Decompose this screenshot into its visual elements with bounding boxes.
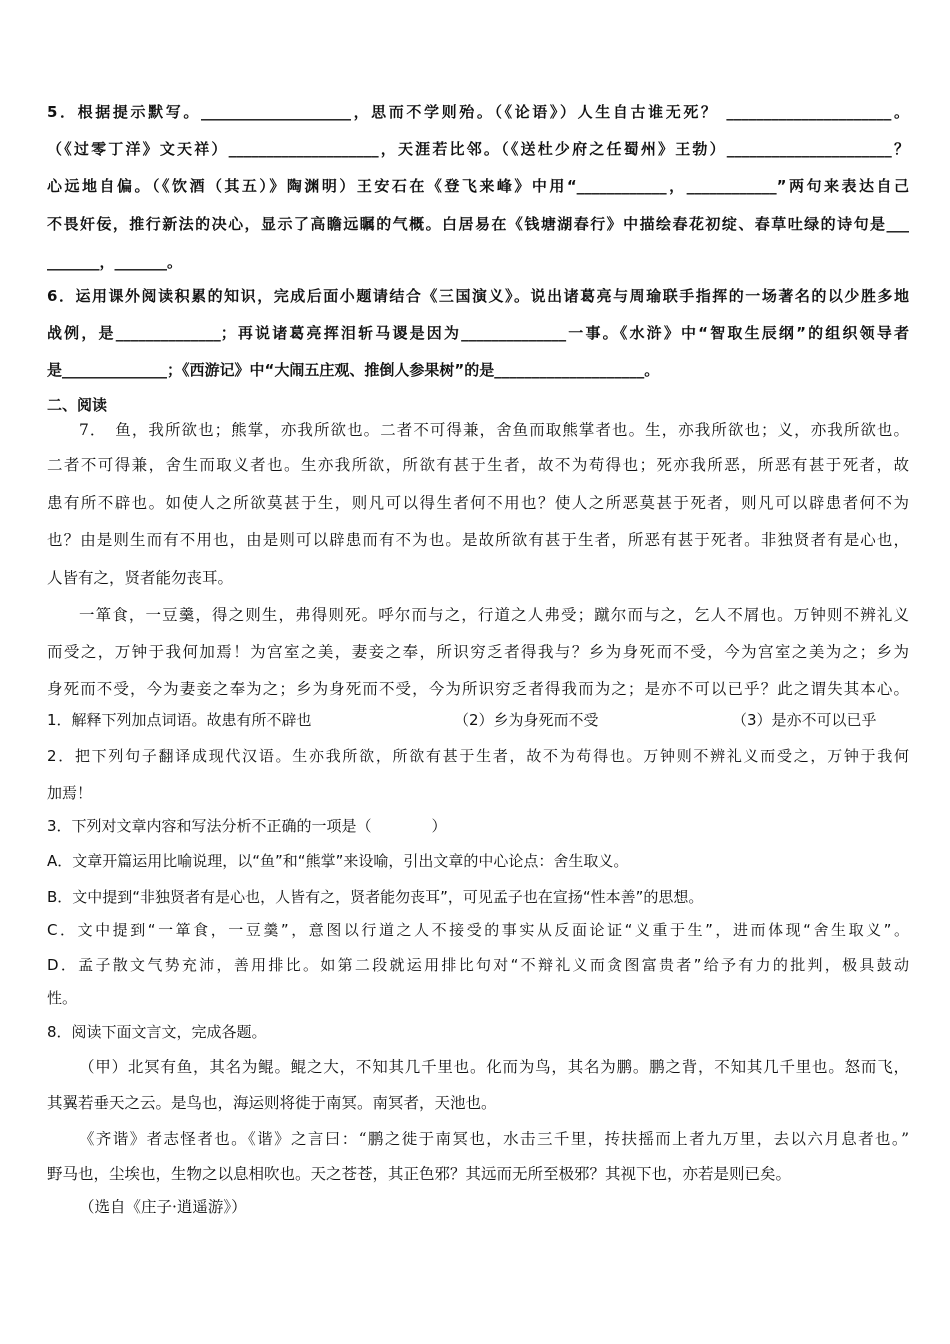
q7-sub1-part: （2）乡为身死而不受	[454, 711, 599, 729]
option-d: D．孟子散文气势充沛，善用排比。如第二段就运用排比句对“不辩礼义而贪图富贵者”给予有力的批判，极具鼓动	[47, 956, 909, 974]
q7-sub2-line: 2．把下列句子翻译成现代汉语。生亦我所欲，所欲有甚于生者，故不为苟得也。万钟则不辨礼义而受之，万钟于我何	[47, 747, 909, 765]
passage-line: 而受之，万钟于我何加焉！为宫室之美，妻妾之奉，所识穷乏者得我与？乡为身死而不受，今为宫室之美为之；乡为	[47, 643, 909, 661]
q5-line: 不畏奸佞，推行新法的决心，显示了高瞻远瞩的气概。白居易在《钱塘湖春行》中描绘春花初绽、春草吐绿的诗句是___	[47, 215, 909, 233]
q6-line: 6．运用课外阅读积累的知识，完成后面小题请结合《三国演义》。说出诸葛亮与周瑜联手指挥的一场著名的以少胜多地	[47, 287, 909, 305]
option-b: B．文中提到“非独贤者有是心也，人皆有之，贤者能勿丧耳”，可见孟子也在宣扬“性本善”的思想。	[47, 888, 704, 906]
option-c: C．文中提到“一箪食，一豆羹”，意图以行道之人不接受的事实从反面论证“义重于生”，进而体现“舍生取义”。	[47, 921, 909, 939]
passage-line: 二者不可得兼，舍生而取义者也。生亦我所欲，所欲有甚于生者，故不为苟得也；死亦我所恶，所恶有甚于死者，故	[47, 456, 909, 474]
q8-question: 8．阅读下面文言文，完成各题。	[47, 1023, 267, 1041]
q7-sub3-question: 3．下列对文章内容和写法分析不正确的一项是（ ）	[47, 817, 447, 835]
q8-source: （选自《庄子·逍遥游》）	[79, 1198, 247, 1216]
q6-line: 是______________；《西游记》中“大闹五庄观、推倒人参果树”的是____________________。	[47, 361, 660, 379]
passage-line: 身死而不受，今为妻妾之奉为之；乡为身死而不受，今为所识穷乏者得我而为之；是亦不可以已乎？此之谓失其本心。	[47, 680, 909, 698]
q8-passage-line: 其翼若垂天之云。是鸟也，海运则将徙于南冥。南冥者，天池也。	[47, 1094, 497, 1112]
q8-passage-line: 《齐谐》者志怪者也。《谐》之言曰：“鹏之徙于南冥也，水击三千里，抟扶摇而上者九万里，去以六月息者也。”	[79, 1130, 909, 1148]
q5-line: （《过零丁洋》文天祥）____________________，天涯若比邻。（《送杜少府之任蜀州》王勃）______________________？	[47, 140, 909, 158]
option-a: A．文章开篇运用比喻说理，以“鱼”和“熊掌”来设喻，引出文章的中心论点：舍生取义。	[47, 852, 629, 870]
passage-line: 一箪食，一豆羹，得之则生，弗得则死。呼尔而与之，行道之人弗受；蹴尔而与之，乞人不屑也。万钟则不辨礼义	[79, 606, 909, 624]
passage-line: 7． 鱼，我所欲也；熊掌，亦我所欲也。二者不可得兼，舍鱼而取熊掌者也。生，亦我所欲也；义，亦我所欲也。	[79, 421, 909, 439]
q7-sub1-part: 1．解释下列加点词语。故患有所不辟也	[47, 711, 312, 729]
q5-line: 心远地自偏。（《饮酒（其五）》陶渊明）王安石在《登飞来峰》中用“____________，____________”两句来表达自己	[47, 177, 909, 195]
passage-line: 患有所不辟也。如使人之所欲莫甚于生，则凡可以得生者何不用也？使人之所恶莫甚于死者，则凡可以辟患者何不为	[47, 494, 909, 512]
q5-line: _______，_______。	[47, 253, 183, 271]
q8-passage-line: 野马也，尘埃也，生物之以息相吹也。天之苍苍，其正色邪？其远而无所至极邪？其视下也，亦若是则已矣。	[47, 1165, 792, 1183]
q6-line: 战例，是______________；再说诸葛亮挥泪斩马谡是因为______________一事。《水浒》中“智取生辰纲”的组织领导者	[47, 324, 909, 342]
passage-line: 也？由是则生而有不用也，由是则可以辟患而有不为也。是故所欲有甚于生者，所恶有甚于死者。非独贤者有是心也，	[47, 531, 909, 549]
q5-line: 5．根据提示默写。____________________，思而不学则殆。（《论语》）人生自古谁无死？ ______________________。	[47, 103, 909, 121]
passage-line: 人皆有之，贤者能勿丧耳。	[47, 569, 234, 587]
q8-passage-line: （甲）北冥有鱼，其名为鲲。鲲之大，不知其几千里也。化而为鸟，其名为鹏。鹏之背，不知其几千里也。怒而飞，	[79, 1058, 909, 1076]
q7-sub2-line: 加焉！	[47, 784, 93, 802]
q7-sub1-part: （3）是亦不可以已乎	[732, 711, 877, 729]
section-heading: 二、阅读	[47, 396, 108, 414]
option-d-cont: 性。	[47, 989, 78, 1007]
